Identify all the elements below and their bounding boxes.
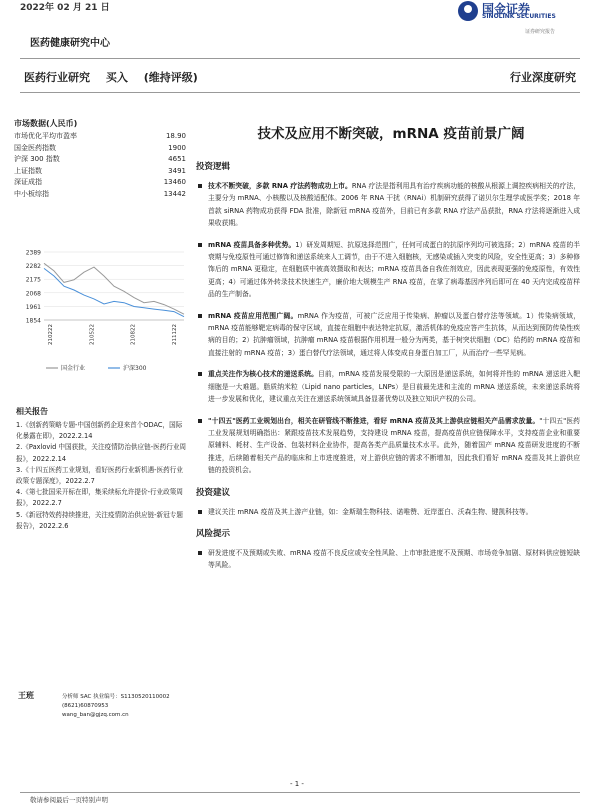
logo-subtitle: 证券研究报告 — [525, 29, 556, 35]
bullet-body: mRNA 作为疫苗，可被广泛应用于传染病、肿瘤以及蛋白替疗法等领域。1）传染病领域，mRNA 疫苗能够靶定病毒的保守区域，直接在细胞中表达特定抗原，激活机体的免疫应答产生抗体，从而达到预防传染性疾病的目的；2）抗肿瘤领域，抗肿瘤 mRNA 疫苗根据作用机理一般分为两类，基于树突状细胞（DC）给药的 mRNA 疫苗和直接注射的 mRNA 疫苗；3）蛋白替代疗法领域，通过将人体变成自身蛋白加工厂，从而治疗一些罕见病。 — [208, 311, 580, 357]
chart-x-tick-label: 210822 — [130, 324, 137, 345]
rating-value: 买入 — [105, 71, 128, 84]
header-divider — [20, 58, 580, 59]
risk-text: 研发进度不及预期或失败、mRNA 疫苗不良反应或安全性风险、上市审批进度不及预期、市场竞争加剧、原材料供应链短缺等风险。 — [208, 548, 580, 570]
market-row — [14, 154, 186, 166]
rating-note: (维持评级) — [143, 71, 198, 84]
logic-bullet — [196, 368, 580, 405]
bullet-icon — [198, 184, 202, 188]
bullet-body: "十四五"医药工业发展规划明确指出：紧跟疫苗技术发展趋势，支持建设 mRNA 疫苗，提高疫苗供应链保障水平，支持疫苗企业和重要原辅料、耗材、生产设备、包装材料企业协作，提高各类产品质量技术水平。此外，随着国产 mRNA 疫苗研发进度的不断推进，后续随着相关产品的临床和上市进度推进，对上游供应链的需求不断增加，因此我们看好 mRNA 疫苗及其上游供应链的投资机会。 — [208, 416, 580, 475]
logic-bullets — [196, 180, 580, 477]
logo-text-cn: 国金证券 — [482, 2, 531, 16]
market-row-value: 1900 — [168, 143, 186, 152]
footer-divider — [20, 792, 580, 793]
market-row-label: 国金医药指数 — [14, 143, 56, 152]
bullet-body: RNA 疗法是指利用具有治疗疾病功能的核酸从根源上调控疾病相关的疗法，主要分为 mRNA、小核酸以及核酸适配体。2006 年 RNA 干扰（RNAi）机制研究获得了诺贝尔生理学或医学奖；2018 年首款 siRNA 药物成功获得 FDA 批准，除新冠 mRNA 疫苗外，目前已有多款 RNA 疗法产品获批，RNA 疗法将逐渐进入成果收获期。 — [208, 182, 580, 228]
section-logic-title: 投资逻辑 — [196, 162, 231, 172]
chart-legend-label: 沪深300 — [123, 365, 147, 372]
bullet-icon — [198, 314, 202, 318]
analyst-phone: (8621)60870953 — [62, 703, 109, 709]
report-type: 行业深度研究 — [510, 71, 576, 84]
market-row-value: 3491 — [168, 166, 186, 175]
market-data-title: 市场数据(人民币) — [14, 119, 78, 128]
chart-x-tick-label: 210222 — [48, 324, 54, 345]
report-date: 2022年 02 月 21 日 — [20, 3, 110, 13]
bullet-heading: 重点关注作为核心技术的递送系统。 — [208, 370, 319, 379]
sinolink-logo-icon — [458, 1, 478, 21]
bullet-icon — [198, 510, 202, 514]
market-row — [14, 177, 186, 189]
chart-y-tick-label: 2068 — [25, 290, 41, 298]
market-row — [14, 189, 186, 201]
bullet-icon — [198, 372, 202, 376]
chart-x-tick-label: 211122 — [172, 324, 178, 345]
market-data-rows — [14, 131, 186, 201]
related-reports-list — [16, 420, 188, 532]
chart-y-tick-label: 2282 — [25, 263, 41, 271]
market-row-value: 13460 — [163, 178, 186, 187]
bullet-icon — [198, 551, 202, 555]
related-report-item[interactable]: 5.《新冠特效药持续推进，关注疫情防治供应链-新冠专题报告》，2022.2.6 — [16, 510, 183, 530]
logic-bullet — [196, 310, 580, 360]
research-center: 医药健康研究中心 — [30, 38, 110, 49]
logic-bullet — [196, 180, 580, 230]
market-row — [14, 166, 186, 178]
logic-bullet — [196, 415, 580, 477]
advice-text: 建议关注 mRNA 疫苗及其上游产业链，如：金斯瑞生物科技、诺唯赞、近岸蛋白、沃森生物、键凯科技等。 — [208, 507, 533, 516]
related-report-item[interactable]: 1.《创新药策略专题-中国创新药企迎来首个ODAC，国际化暴露在即》，2022.2.14 — [16, 421, 183, 441]
main-content — [196, 160, 580, 581]
bullet-heading: mRNA 疫苗应用范围广阔。 — [208, 311, 298, 320]
rating-line — [24, 69, 210, 85]
chart-y-tick-label: 2175 — [25, 276, 41, 284]
chart-series-line — [44, 268, 184, 316]
market-row-label: 上证指数 — [14, 166, 42, 175]
page-number: - 1 - — [290, 780, 304, 788]
risk-bullet — [196, 547, 580, 572]
section-risk-title: 风险提示 — [196, 528, 231, 539]
analyst-sac: 分析师 SAC 执业编号：S1130520110002 — [62, 694, 170, 700]
analyst-email[interactable]: wang_ban@gjzq.com.cn — [62, 712, 129, 718]
market-row-label: 深证成指 — [14, 178, 42, 187]
market-data-panel — [14, 118, 186, 201]
logo-text-en: SINOLINK SECURITIES — [482, 13, 556, 20]
chart-y-tick-label: 1961 — [25, 303, 41, 311]
market-row-value: 18.90 — [165, 132, 186, 140]
report-title: 技术及应用不断突破，mRNA 疫苗前景广阔 — [257, 126, 525, 142]
market-row-value: 13442 — [163, 189, 186, 198]
bullet-heading: "十四五"医药工业规划出台，相关在研管线不断推进，看好 mRNA 疫苗及其上游供应链相关产品需求放量。 — [208, 416, 540, 425]
bullet-body: 目前，mRNA 疫苗发展受限的一大原因是递送系统，如何将并性的 mRNA 递送进入靶细胞是一大难题。脂质纳米粒（Lipid nano particles，LNPs）是目前最先进和主流的 mRNA 递送系统，未来递送系统将进一步发展和优化，建议重点关注在递送系统领域具备显著优势以及独立知识产权的公司。 — [208, 370, 581, 404]
market-row — [14, 131, 186, 143]
related-report-item[interactable]: 3.《十四五医药工业规划，看好医药行业新机遇-医药行业政策专题深度》，2022.2.7 — [16, 465, 183, 486]
chart-x-tick-label: 210522 — [89, 324, 96, 345]
index-chart — [14, 244, 190, 400]
bullet-heading: mRNA 疫苗具备多种优势。 — [208, 240, 296, 249]
bullet-icon — [198, 419, 202, 423]
chart-legend-label: 国金行业 — [61, 365, 86, 372]
related-report-item[interactable]: 4.《第七批国采开标在即，集采续标允许提价-行业政策周报》，2022.2.7 — [16, 488, 183, 508]
bullet-icon — [198, 243, 202, 247]
section-advice-title: 投资建议 — [196, 487, 231, 498]
chart-y-tick-label: 2389 — [25, 249, 41, 257]
market-row-label: 中小板综指 — [14, 189, 49, 198]
analyst-credentials — [62, 693, 170, 720]
market-row — [14, 143, 186, 155]
industry-label: 医药行业研究 — [24, 71, 90, 84]
logic-bullet — [196, 239, 580, 301]
market-row-value: 4651 — [168, 155, 186, 164]
footer-note: 敬请参阅最后一页特别声明 — [30, 796, 108, 804]
related-reports-title: 相关报告 — [16, 407, 48, 416]
bullet-heading: 技术不断突破，多款 RNA 疗法药物成功上市。 — [208, 182, 352, 190]
market-row-label: 沪深 300 指数 — [14, 155, 60, 164]
related-report-item[interactable]: 2.《Paxlovid 中国获批，关注疫情防治供应链-医药行业周报》，2022.2.14 — [16, 443, 187, 463]
index-line-chart — [14, 244, 190, 400]
advice-bullet — [196, 506, 580, 518]
chart-y-tick-label: 1854 — [25, 317, 41, 325]
analyst-name: 王班 — [18, 691, 34, 700]
header-divider-2 — [20, 92, 580, 93]
bullet-body: 1）研发周期短、抗原选择范围广，任何可成蛋白的抗原序列均可被选择；2）mRNA 疫苗的半衰期与免疫原性可通过修饰和递送系统来人工调节，由于不进入细胞核，无感染或插入突变的风险，安全性更高；3）多种修饰后的 mRNA 更稳定，在细胞质中被高效摄取和表达；mRNA 疫苗具备自我佐剂效应，因此表现更强的免疫原性，有效性更高；4）可通过体外转录技术快速生产，廉价地大规模生产 RNA 疫苗，在掌了病毒基因序列后即可在 40 天内完成疫苗样品的生产制备。 — [208, 240, 580, 299]
market-row-label: 市场优化平均市盈率 — [14, 132, 77, 140]
